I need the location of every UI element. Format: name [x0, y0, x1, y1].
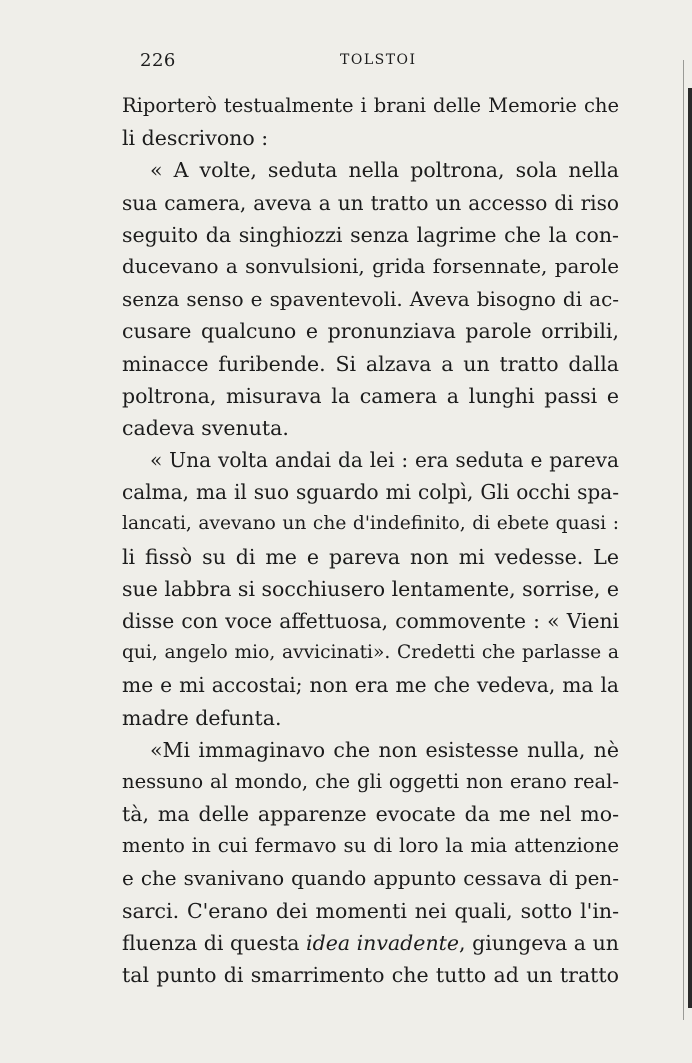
text-line: [122, 927, 619, 959]
text-line: minacce furibende. Si alzava a un tratto dalla: [122, 351, 619, 376]
text-line: sua camera, aveva a un tratto un accesso di riso: [122, 190, 619, 215]
text-segment: fluenza di questa: [122, 930, 307, 955]
text-line: li descrivono :: [122, 126, 269, 151]
text-line: «Mi immaginavo che non esistesse nulla, nè: [150, 737, 619, 762]
text-line: qui, angelo mio, avvicinati». Credetti che parlasse a: [122, 642, 619, 664]
text-line: nessuno al mondo, che gli oggetti non erano real-: [122, 769, 619, 793]
text-line: ducevano a sonvulsioni, grida forsennate, parole: [122, 254, 619, 278]
text-line: calma, ma il suo sguardo mi colpì, Gli occhi spa-: [122, 480, 619, 505]
text-line: « Una volta andai da lei : era seduta e pareva: [150, 448, 619, 473]
text-line: « A volte, seduta nella poltrona, sola nella: [150, 158, 619, 183]
text-line: e che svanivano quando appunto cessava di pen-: [122, 866, 619, 890]
text-line: Riporterò testualmente i brani delle Memorie che: [122, 94, 619, 117]
page-edge-shadow: [688, 88, 692, 1008]
text-line: mento in cui fermavo su di loro la mia attenzione: [122, 834, 619, 858]
text-segment: , giungeva a un: [459, 930, 619, 955]
text-line: cusare qualcuno e pronunziava parole orribili,: [122, 319, 619, 344]
italic-phrase: idea invadente: [306, 930, 460, 955]
text-line: tà, ma delle apparenze evocate da me nel mo-: [122, 802, 619, 827]
page-header: [140, 50, 620, 74]
text-line: lancati, avevano un che d'indefinito, di ebete quasi :: [122, 513, 619, 535]
text-line: me e mi accostai; non era me che vedeva, ma la: [122, 673, 619, 698]
text-line: tal punto di smarrimento che tutto ad un tratto: [122, 963, 619, 988]
page-number: 226: [140, 50, 176, 71]
text-line: disse con voce affettuosa, commovente : « Vieni: [122, 609, 619, 633]
body-text: [122, 90, 619, 991]
text-line: senza senso e spaventevoli. Aveva bisogno di ac-: [122, 287, 619, 312]
text-line: seguito da singhiozzi senza lagrime che la con-: [122, 222, 619, 247]
text-line: cadeva svenuta.: [122, 415, 289, 440]
text-line: sarci. C'erano dei momenti nei quali, sotto l'in-: [122, 898, 619, 923]
page-edge-line: [683, 60, 684, 1020]
running-head: TOLSTOI: [340, 52, 417, 68]
text-line: madre defunta.: [122, 705, 282, 730]
text-line: li fissò su di me e pareva non mi vedesse. Le: [122, 544, 619, 569]
text-line: sue labbra si socchiusero lentamente, sorrise, e: [122, 576, 619, 601]
text-line: poltrona, misurava la camera a lunghi passi e: [122, 383, 619, 408]
